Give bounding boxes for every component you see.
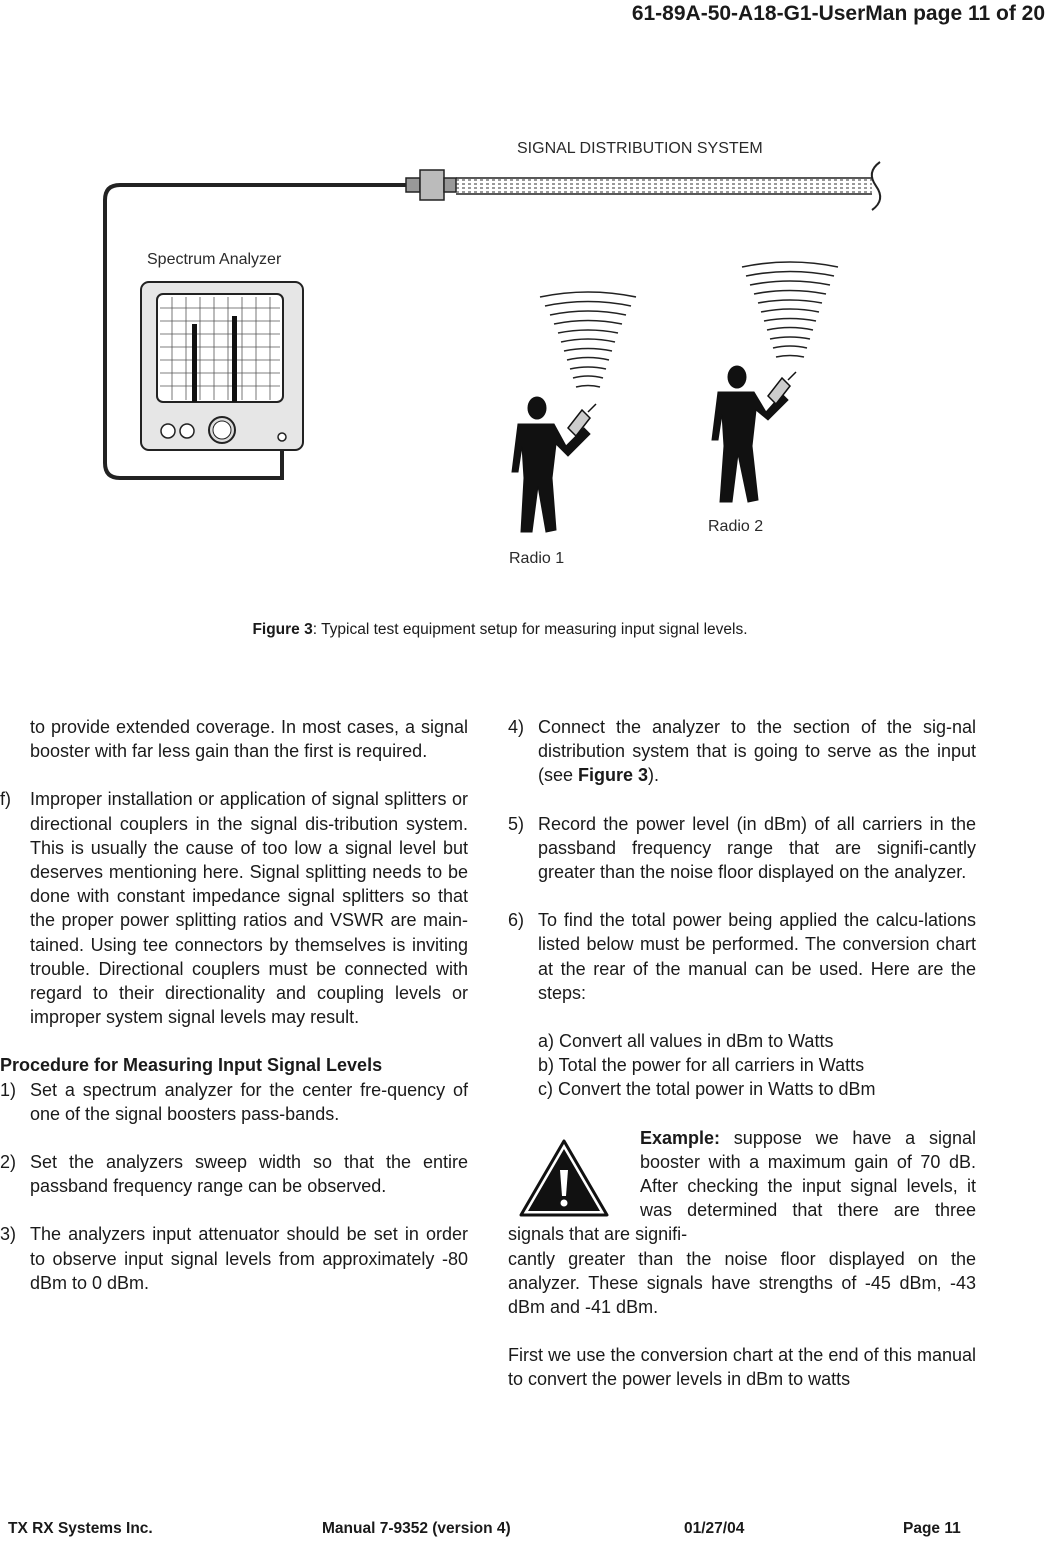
radio-2-waves: [742, 262, 838, 357]
step-4: [508, 715, 976, 788]
example-text: suppose we have a signal booster with a maximum gain of 70 dB. After checking the input signal levels, it was determined that there are three signals that are signifi-: [508, 1127, 976, 1245]
footer-date: 01/27/04: [684, 1520, 745, 1537]
step-4-text: Connect the analyzer to the section of the sig-nal distribution system that is going to serve as the input (see: [538, 717, 976, 786]
continuation-paragraph: to provide extended coverage. In most cases, a signal booster with far less gain than the first is required.: [30, 717, 468, 762]
step-3-text: The analyzers input attenuator should be set in order to observe input signal levels from approximately -80 dBm to 0 dBm.: [30, 1224, 468, 1293]
list-item-f-marker: f): [0, 789, 11, 810]
right-column: [508, 715, 976, 1392]
signal-distribution-label: SIGNAL DISTRIBUTION SYSTEM: [517, 140, 763, 157]
page-header-title: 61-89A-50-A18-G1-UserMan page 11 of 20: [631, 2, 1045, 25]
footer-company: TX RX Systems Inc.: [8, 1520, 153, 1537]
figure-caption: [0, 621, 1000, 639]
step-3-number: 3): [0, 1224, 17, 1245]
radio-2-label: Radio 2: [708, 518, 764, 535]
step-4-text-end: ).: [648, 765, 660, 786]
radio-1-person-icon: [512, 397, 596, 532]
step-5: [508, 812, 976, 885]
step-2-number: 2): [0, 1152, 17, 1173]
step-1: [0, 1078, 468, 1126]
step-4-number: 4): [508, 717, 525, 737]
step-6-number: 6): [508, 910, 525, 931]
figure-3-diagram: [0, 0, 1049, 620]
example-continuation: cantly greater than the noise floor displayed on the analyzer. These signals have strengths of -45 dBm, -43 dBm and -41 dBm.: [508, 1248, 976, 1318]
figure-caption-label: Figure 3: [252, 621, 313, 638]
radio-1-waves: [540, 292, 636, 387]
spectrum-analyzer-icon: [141, 282, 303, 450]
example-label: Example:: [640, 1127, 721, 1148]
warning-icon: [518, 1138, 610, 1218]
left-column: [0, 715, 468, 1295]
list-item-f-text: Improper installation or application of signal splitters or directional couplers in the signal dis-tribution system. This is usually the cause of too low a signal level but deserves mentioning here. Signal splitting needs to be done with constant impedance signal splitters so that the proper power splitting ratios and VSWR are main-tained. Using tee connectors by themselves is inviting trouble. Directional couplers must be connected with regard to their directionality and coupling levels or improper system signal levels may result.: [30, 789, 468, 1028]
radio-2-person-icon: [712, 366, 796, 502]
step-2-text: Set the analyzers sweep width so that the entire passband frequency range can be observed.: [30, 1152, 468, 1197]
figure-caption-text: : Typical test equipment setup for measuring input signal levels.: [312, 621, 748, 638]
distribution-cable: [456, 180, 872, 192]
substep-c: c) Convert the total power in Watts to dBm: [538, 1079, 876, 1100]
step-5-text: Record the power level (in dBm) of all carriers in the passband frequency range that are signifi-cantly greater than the noise floor displayed on the analyzer.: [538, 813, 976, 883]
list-item-f: [0, 787, 468, 1029]
radio-1-label: Radio 1: [509, 550, 565, 567]
cable-break-icon: [872, 162, 880, 210]
step-5-number: 5): [508, 813, 525, 834]
step-1-text: Set a spectrum analyzer for the center fre-quency of one of the signal boosters pass-bands.: [30, 1079, 468, 1124]
footer-page: Page 11: [903, 1520, 961, 1537]
step-6-text: To find the total power being applied the calcu-lations listed below must be performed. The conversion chart at the rear of the manual can be used. Here are the steps:: [538, 910, 976, 1003]
substep-b: b) Total the power for all carriers in Watts: [538, 1055, 865, 1076]
step-2: [0, 1150, 468, 1198]
step-4-figure-ref: Figure 3: [578, 765, 649, 786]
footer-manual: Manual 7-9352 (version 4): [322, 1520, 511, 1537]
step-3: [0, 1222, 468, 1295]
step-6: [508, 908, 976, 1005]
substep-a: a) Convert all values in dBm to Watts: [538, 1031, 834, 1052]
example-block: [508, 1126, 976, 1320]
section-heading: Procedure for Measuring Input Signal Levels: [0, 1055, 383, 1076]
cable-connector: [406, 170, 456, 200]
final-paragraph: First we use the conversion chart at the end of this manual to convert the power levels in dBm to watts: [508, 1345, 976, 1390]
step-1-number: 1): [0, 1079, 17, 1100]
spectrum-analyzer-label: Spectrum Analyzer: [147, 251, 282, 268]
